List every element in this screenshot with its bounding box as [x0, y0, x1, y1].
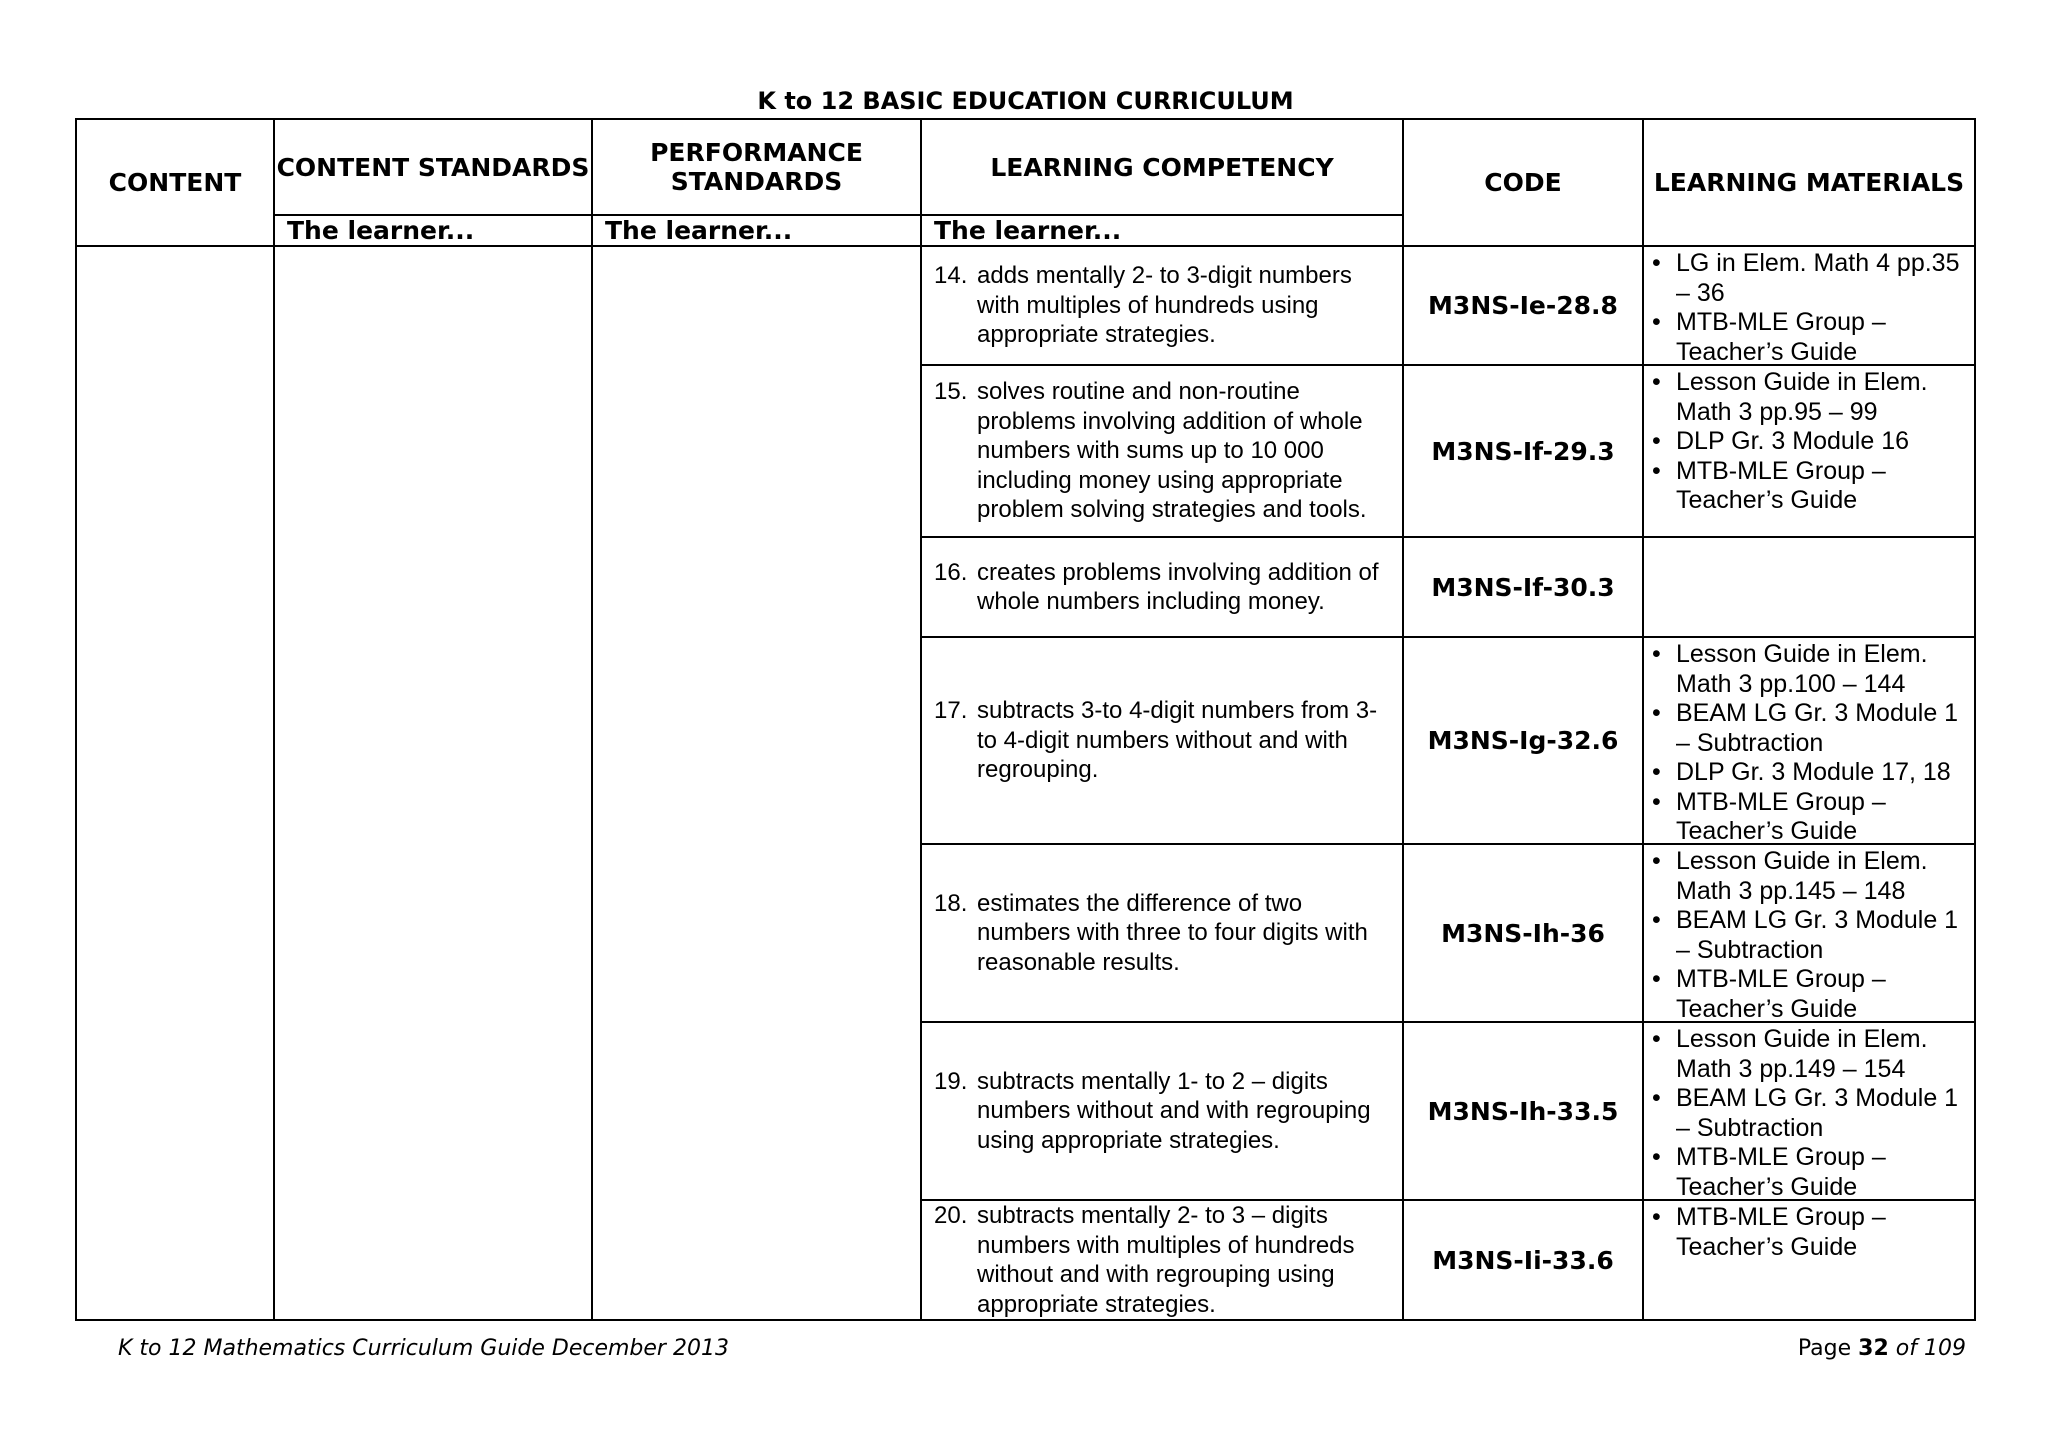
material-item: • Lesson Guide in Elem. Math 3 pp.149 – 154 [1652, 1025, 1928, 1083]
material-item: • DLP Gr. 3 Module 17, 18 [1652, 758, 1951, 786]
material-item: • LG in Elem. Math 4 pp.35 – 36 [1652, 249, 1960, 307]
material-item: • MTB-MLE Group – Teacher’s Guide [1652, 1203, 1886, 1261]
materials-cell [1644, 538, 1974, 636]
competency-number: 19. [934, 1067, 968, 1095]
materials-list [1652, 368, 1966, 516]
competency-text: solves routine and non-routine problems involving addition of whole numbers with sums up to 10 000 including money using appropriate problem solving strategies and tools. [977, 378, 1367, 524]
materials-list [1652, 640, 1966, 847]
code-cell: M3NS-Ig-32.6 [1427, 726, 1619, 755]
competency-item [934, 377, 1388, 525]
materials-cell [1644, 1023, 1974, 1199]
page-current: 32 [1858, 1336, 1889, 1361]
competency-item [934, 889, 1388, 978]
header-performance-standards: PERFORMANCE STANDARDS [650, 138, 863, 196]
competency-cell [922, 638, 1402, 843]
footer-guide-title: K to 12 Mathematics Curriculum Guide December 2013 [118, 1336, 729, 1361]
material-item: • Lesson Guide in Elem. Math 3 pp.100 – 144 [1652, 640, 1928, 698]
competency-number: 20. [934, 1202, 968, 1229]
materials-cell [1644, 845, 1974, 1021]
materials-cell [1644, 247, 1974, 364]
code-cell: M3NS-Ii-33.6 [1432, 1245, 1614, 1275]
competency-text: creates problems involving addition of whole numbers including money. [977, 558, 1379, 615]
material-item: • Lesson Guide in Elem. Math 3 pp.145 – 148 [1652, 847, 1928, 905]
code-cell: M3NS-Ih-33.5 [1427, 1096, 1619, 1126]
competency-item [934, 558, 1388, 617]
competency-number: 15. [934, 378, 968, 406]
competency-cell [922, 538, 1402, 636]
table-border-bottom [75, 1319, 1976, 1321]
competency-text: subtracts mentally 1- to 2 – digits numbers without and with regrouping using appropriate strategies. [977, 1067, 1371, 1154]
subheader-learning-competency: The learner... [934, 215, 1122, 245]
competency-number: 16. [934, 558, 968, 586]
header-content-standards: CONTENT STANDARDS [276, 152, 590, 182]
material-item: • MTB-MLE Group – Teacher’s Guide [1652, 1143, 1886, 1201]
competency-number: 17. [934, 697, 968, 725]
competency-cell [922, 247, 1402, 364]
materials-cell [1644, 366, 1974, 536]
header-code: CODE [1484, 168, 1562, 197]
col-divider [591, 118, 593, 1321]
competency-cell [922, 845, 1402, 1021]
code-cell: M3NS-If-29.3 [1431, 436, 1615, 466]
page-label: Page [1797, 1336, 1852, 1361]
materials-list [1652, 847, 1966, 1024]
material-item: • MTB-MLE Group – Teacher’s Guide [1652, 965, 1886, 1023]
material-item: • BEAM LG Gr. 3 Module 1 – Subtraction [1652, 906, 1959, 964]
materials-list [1652, 1025, 1966, 1202]
competency-text: adds mentally 2- to 3-digit numbers with multiples of hundreds using appropriate strategies. [977, 262, 1352, 349]
materials-list [1652, 1203, 1966, 1262]
subheader-performance-standards: The learner... [605, 215, 793, 245]
competency-item [934, 696, 1388, 785]
competency-number: 14. [934, 262, 968, 290]
material-item: • BEAM LG Gr. 3 Module 1 – Subtraction [1652, 1084, 1959, 1142]
col-divider [273, 118, 275, 1321]
material-item: • MTB-MLE Group – Teacher’s Guide [1652, 787, 1886, 845]
table-border-left [75, 118, 77, 1321]
code-cell: M3NS-Ie-28.8 [1428, 291, 1618, 320]
code-cell: M3NS-If-30.3 [1431, 572, 1615, 602]
page-total: of 109 [1895, 1336, 1966, 1361]
material-item: • MTB-MLE Group – Teacher’s Guide [1652, 456, 1886, 514]
competency-item [934, 1067, 1388, 1156]
curriculum-table [75, 118, 1976, 1321]
header-content: CONTENT [108, 168, 242, 197]
materials-cell [1644, 638, 1974, 843]
header-learning-competency: LEARNING COMPETENCY [990, 152, 1334, 182]
code-cell: M3NS-Ih-36 [1441, 918, 1605, 948]
competency-text: estimates the difference of two numbers with three to four digits with reasonable results. [977, 889, 1368, 976]
competency-item [934, 261, 1388, 350]
subheader-content-standards: The learner... [287, 215, 475, 245]
material-item: • BEAM LG Gr. 3 Module 1 – Subtraction [1652, 699, 1959, 757]
page-title: K to 12 BASIC EDUCATION CURRICULUM [757, 87, 1294, 115]
competency-cell [922, 1201, 1402, 1319]
material-item: • Lesson Guide in Elem. Math 3 pp.95 – 99 [1652, 368, 1928, 426]
materials-list [1652, 249, 1966, 367]
material-item: • MTB-MLE Group – Teacher’s Guide [1652, 308, 1886, 366]
header-learning-materials: LEARNING MATERIALS [1653, 168, 1965, 197]
competency-item [934, 1201, 1388, 1319]
competency-cell [922, 1023, 1402, 1199]
competency-text: subtracts mentally 2- to 3 – digits numbers with multiples of hundreds without and with regrouping using appropriate strategies. [977, 1202, 1355, 1318]
material-item: • DLP Gr. 3 Module 16 [1652, 427, 1910, 455]
materials-cell [1644, 1201, 1974, 1319]
competency-cell [922, 366, 1402, 536]
competency-text: subtracts 3-to 4-digit numbers from 3- to 4-digit numbers without and with regrouping. [977, 697, 1378, 784]
competency-number: 18. [934, 889, 968, 917]
footer-page-number [1798, 1334, 1966, 1364]
table-border-right [1974, 118, 1976, 1321]
